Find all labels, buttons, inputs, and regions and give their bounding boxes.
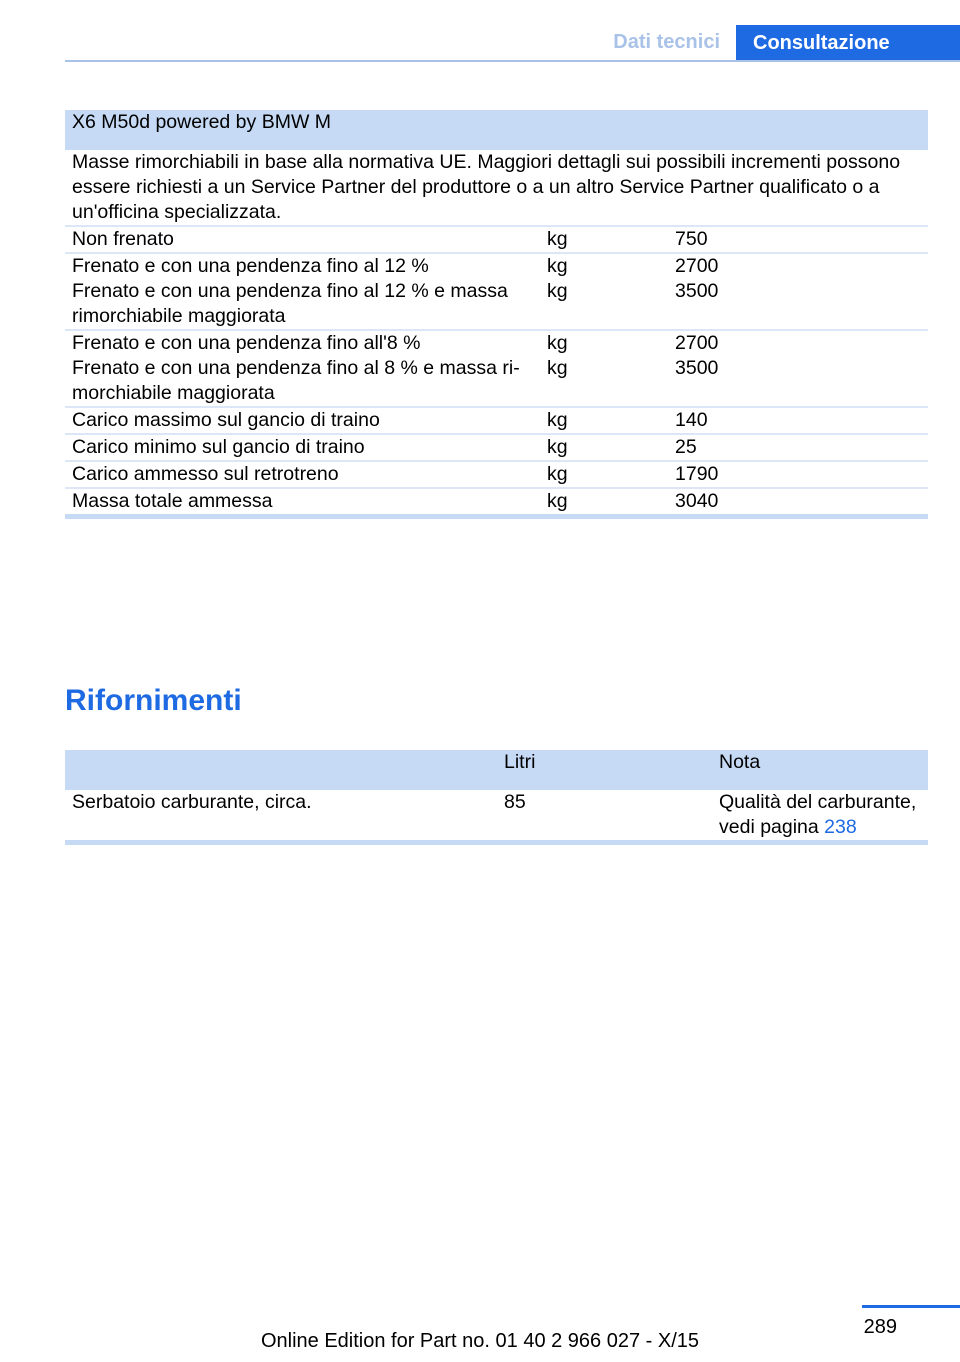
table-row — [65, 488, 928, 517]
table-row — [65, 461, 928, 488]
row-item: Serbatoio carburante, circa. — [72, 791, 312, 813]
row-unit: kg — [547, 409, 568, 431]
row-liters: 85 — [504, 791, 526, 813]
row-value: 1790 — [675, 463, 719, 485]
row-label: Frenato e con una pendenza fino al 12 % e massa rimorchiabile maggiorata — [72, 280, 508, 327]
row-unit: kg — [547, 463, 568, 485]
note-text: Qualità del carburante, vedi pagina — [719, 791, 917, 838]
row-label: Non frenato — [72, 228, 174, 250]
row-note — [712, 790, 928, 843]
row-label: Massa totale ammessa — [72, 490, 273, 512]
row-value: 2700 — [675, 255, 719, 277]
footer-edition: Online Edition for Part no. 01 40 2 966 027 - X/15 — [260, 1330, 700, 1352]
row-label: Frenato e con una pendenza fino al 12 % — [72, 255, 429, 277]
row-label: Carico minimo sul gancio di traino — [72, 436, 365, 458]
table-row — [65, 407, 928, 434]
table-row — [65, 356, 928, 407]
section-title-rifornimenti: Rifornimenti — [65, 684, 242, 717]
row-unit: kg — [547, 436, 568, 458]
header-chapter-tab: Consultazione — [736, 25, 960, 62]
row-value: 3500 — [675, 280, 719, 302]
row-unit: kg — [547, 228, 568, 250]
row-value: 3040 — [675, 490, 719, 512]
row-label: Frenato e con una pendenza fino al 8 % e massa ri-morchiabile maggiorata — [72, 357, 520, 404]
column-header-note: Nota — [712, 750, 928, 790]
page-reference-link[interactable]: 238 — [824, 816, 857, 838]
row-label: Carico ammesso sul retrotreno — [72, 463, 339, 485]
row-unit: kg — [547, 255, 568, 277]
row-value: 2700 — [675, 332, 719, 354]
table-row — [65, 226, 928, 253]
row-value: 25 — [675, 436, 697, 458]
refuel-table — [65, 750, 928, 845]
page-number-rule — [862, 1305, 960, 1308]
row-value: 750 — [675, 228, 708, 250]
row-unit: kg — [547, 490, 568, 512]
table-row — [65, 279, 928, 330]
column-header-item — [65, 750, 497, 790]
table-row — [65, 330, 928, 356]
row-value: 3500 — [675, 357, 719, 379]
header-section-label: Dati tecnici — [613, 31, 720, 53]
row-unit: kg — [547, 280, 568, 302]
page-number: 289 — [863, 1316, 897, 1338]
column-header-liters: Litri — [497, 750, 712, 790]
table-row — [65, 253, 928, 279]
row-value: 140 — [675, 409, 708, 431]
table-caption: X6 M50d powered by BMW M — [65, 110, 928, 150]
row-label: Carico massimo sul gancio di traino — [72, 409, 380, 431]
row-label: Frenato e con una pendenza fino all'8 % — [72, 332, 421, 354]
trailer-weights-table — [65, 110, 928, 519]
table-row — [65, 434, 928, 461]
header-rule — [65, 60, 960, 62]
row-unit: kg — [547, 332, 568, 354]
table-caption-row — [65, 110, 928, 150]
table-row — [65, 150, 928, 226]
row-unit: kg — [547, 357, 568, 379]
table-note: Masse rimorchiabili in base alla normativa UE. Maggiori dettagli sui possibili incrementi possono essere richiesti a un Service Partner del produttore o a un altro Service Partner qualificato o a un'officina specializzata. — [72, 151, 901, 223]
table-header-row — [65, 750, 928, 790]
table-row — [65, 790, 928, 843]
